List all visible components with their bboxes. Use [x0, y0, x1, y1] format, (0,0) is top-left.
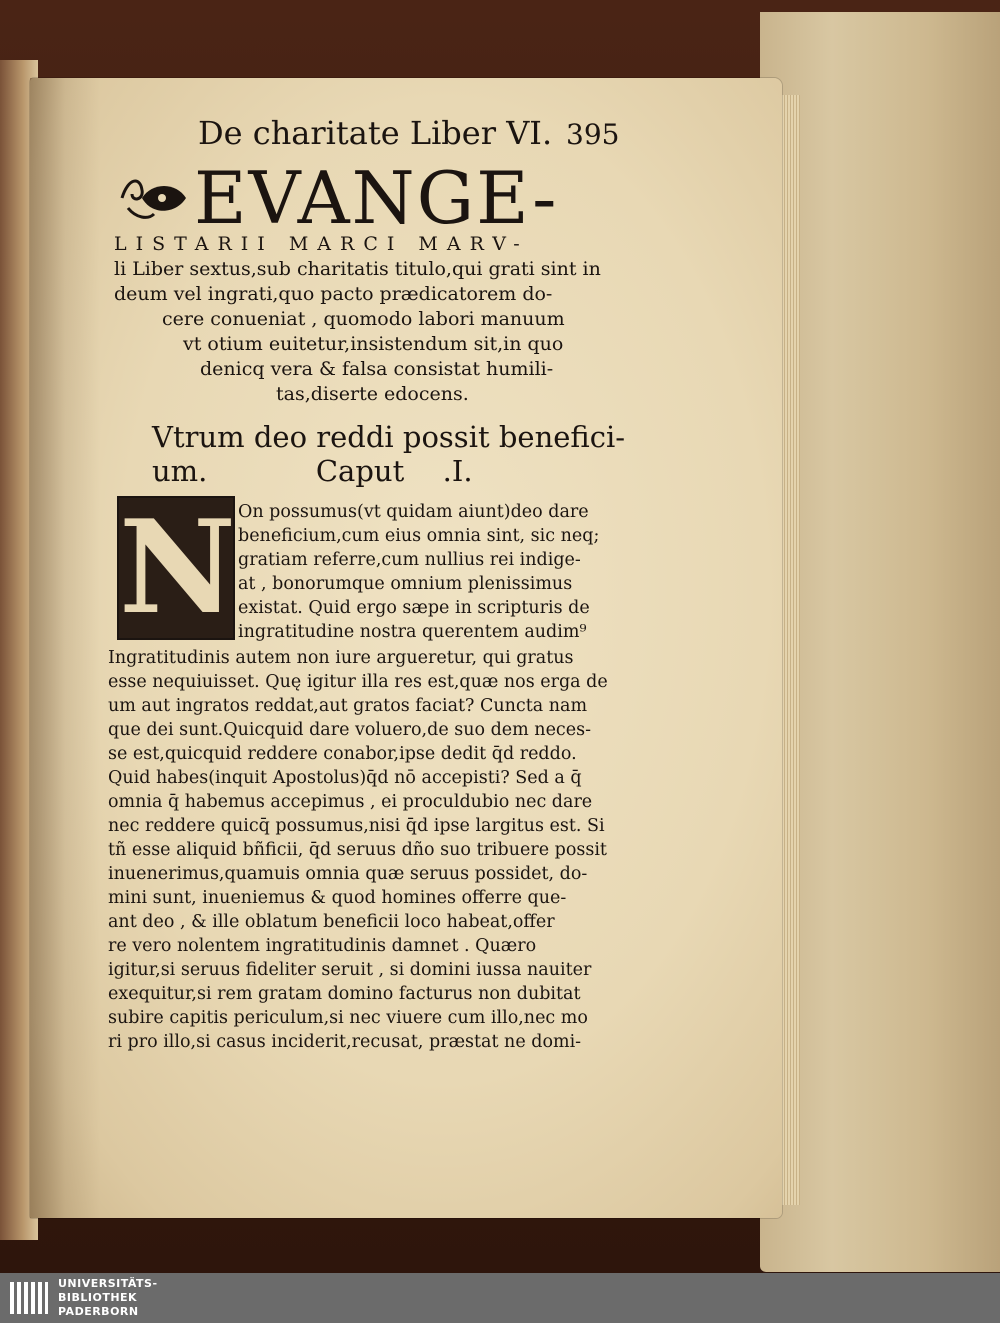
text-line: beneficium,cum eius omnia sint, sic neq;	[238, 526, 600, 546]
running-title: De charitate Liber VI.	[198, 114, 553, 152]
text-line: esse nequiuisset. Quę igitur illa res est,quæ nos erga de	[108, 672, 608, 692]
title-heading: EVANGE-	[194, 156, 559, 240]
text-line: um aut ingratos reddat,aut gratos faciat? Cuncta nam	[108, 696, 588, 716]
text-line: existat. Quid ergo sæpe in scripturis de	[238, 598, 590, 618]
text-line: Quid habes(inquit Apostolus)q̄d nō accepisti? Sed a q̄	[108, 768, 582, 788]
text-line: ant deo , & ille oblatum beneficii loco habeat,offer	[108, 912, 555, 932]
decorated-initial	[117, 493, 236, 643]
text-line: at , bonorumque omnium plenissimus	[238, 574, 573, 594]
library-name-line: BIBLIOTHEK	[58, 1291, 138, 1304]
leaf-ornament-icon	[118, 168, 190, 226]
library-footer	[0, 1273, 1000, 1323]
text-line: Ingratitudinis autem non iure argueretur, qui gratus	[108, 648, 574, 668]
chapter-heading-line2	[152, 454, 622, 488]
text-line: On possumus(vt quidam aiunt)deo dare	[238, 502, 589, 522]
title-line: tas,diserte edocens.	[276, 383, 469, 405]
text-line: ri pro illo,si casus inciderit,recusat, præstat ne domi-	[108, 1032, 582, 1052]
text-line: re vero nolentem ingratitudinis damnet . Quæro	[108, 936, 537, 956]
text-line: mini sunt, inueniemus & quod homines offerre que-	[108, 888, 567, 908]
title-line: cere conueniat , quomodo labori manuum	[162, 308, 565, 330]
text-line: gratiam referre,cum nullius rei indige-	[238, 550, 581, 570]
text-line: omnia q̄ habemus accepimus , ei proculdubio nec dare	[108, 792, 593, 812]
library-name	[58, 1277, 158, 1319]
text-line: igitur,si seruus fideliter seruit , si domini iussa nauiter	[108, 960, 592, 980]
chapter-heading-word: um.	[152, 454, 208, 488]
library-name-line: UNIVERSITÄTS-	[58, 1277, 158, 1290]
library-name-line: PADERBORN	[58, 1305, 139, 1318]
title-line: li Liber sextus,sub charitatis titulo,qui grati sint in	[114, 258, 601, 280]
text-line: nec reddere quicq̄ possumus,nisi q̄d ipse largitus est. Si	[108, 816, 605, 836]
text-line: subire capitis periculum,si nec viuere cum illo,nec mo	[108, 1008, 588, 1028]
chapter-label: Caput	[315, 454, 405, 488]
title-line: LISTARII MARCI MARV-	[114, 233, 529, 255]
page-gutter	[30, 78, 100, 1218]
chapter-number: .I.	[442, 454, 473, 488]
text-line: tñ esse aliquid bñficii, q̄d seruus dño suo tribuere possit	[108, 840, 607, 860]
title-line: vt otium euitetur,insistendum sit,in quo	[183, 333, 564, 355]
title-line: denicq vera & falsa consistat humili-	[200, 358, 554, 380]
text-line: se est,quicquid reddere conabor,ipse dedit q̄d reddo.	[108, 744, 577, 764]
text-line: exequitur,si rem gratam domino facturus non dubitat	[108, 984, 581, 1004]
text-line: ingratitudine nostra querentem audim⁹	[238, 622, 587, 642]
page-number: 395	[566, 118, 620, 151]
text-line: que dei sunt.Quicquid dare voluero,de suo dem neces-	[108, 720, 591, 740]
chapter-heading: Vtrum deo reddi possit benefici-	[152, 420, 626, 454]
text-line: inuenerimus,quamuis omnia quæ seruus possidet, do-	[108, 864, 588, 884]
library-logo-icon	[8, 1278, 50, 1318]
title-line: deum vel ingrati,quo pacto prædicatorem do-	[114, 283, 553, 305]
initial-letter: N	[119, 493, 236, 643]
